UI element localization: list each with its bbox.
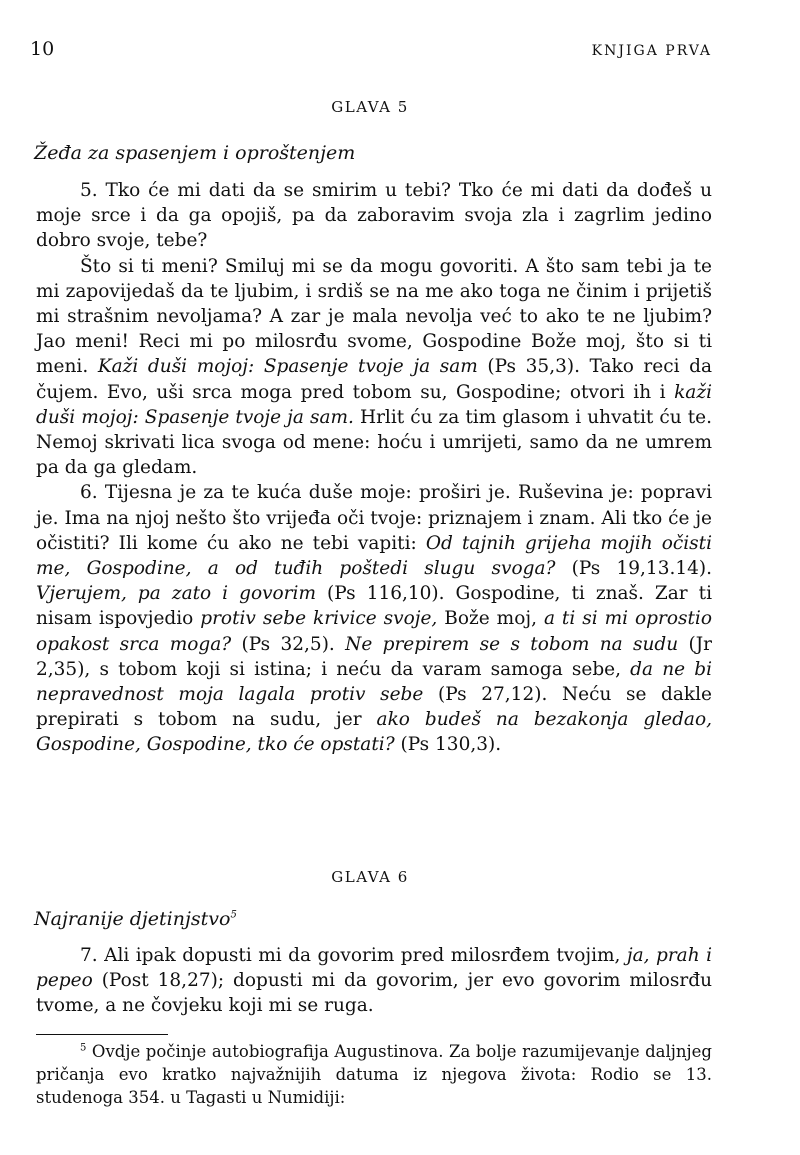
text-run: (Post 18,27); dopusti mi da govorim, jer evo govorim milosrđu tvome, a ne čovjeku koji mi se ruga. [36,970,712,1017]
italic-quote: a ti si mi oprostio opakost srca moga? [36,608,712,655]
text-run: (Ps 130,3). [394,734,502,756]
italic-quote: kaži duši mojoj: Spasenje tvoje ja sam. [36,381,712,428]
paragraph [36,943,712,1019]
text-run: Bože moj, [437,608,544,630]
book-title: KNJIGA PRVA [591,43,712,59]
chapter-6-subtitle-text: Najranije djetinjstvo [34,908,231,930]
chapter-6-text [36,943,712,1019]
footnote [36,1040,712,1109]
text-run: (Jr 2,35), s tobom koji si istina; i neću da varam samoga sebe, [36,633,713,680]
chapter-6-subtitle [34,908,237,930]
running-head [30,38,712,60]
chapter-5-subtitle: Žeđa za spasenjem i oproštenjem [34,142,356,164]
paragraph [36,178,712,254]
text-run: 7. Ali ipak dopusti mi da govorim pred milosrđem tvojim, [80,945,627,966]
paragraph [36,254,712,481]
text-run: (Ps 32,5). [231,633,346,655]
italic-quote: Od tajnih grijeha mojih očisti me, Gospodine, a od tuđih poštedi slugu svoga? [36,532,713,580]
text-run: 5. Tko će mi dati da se smirim u tebi? Tko će mi dati da dođeš u moje srce i da ga opojiš, pa da zaboravim svoja zla i zagrlim jedino dobro svoje, tebe? [36,180,712,252]
italic-quote: ako budeš na bezakonja gledao, Gospodine, Gospodine, tko će opstati? [36,709,712,756]
footnote-reference: 5 [230,909,237,921]
italic-quote: Ne prepirem se s tobom na sudu [345,633,679,655]
text-run: (Ps 19,13.14). [555,558,712,580]
paragraph [36,480,712,757]
text-run: Hrlit ću za tim glasom i uhvatit ću te. Nemoj skrivati lica svoga od mene: hoću i umrijeti, samo da ne umrem pa da ga gledam. [36,406,712,479]
text-run: (Ps 35,3). Tako reci da čujem. Evo, uši srca moga pred tobom su, Gospodine; otvori ih i [36,356,712,403]
text-run: (Ps 116,10). Gospodine, ti znaš. Zar ti nisam ispovjedio [36,583,712,630]
italic-quote: Kaži duši mojoj: Spasenje tvoje ja sam [97,356,478,378]
italic-quote: Vjerujem, pa zato i govorim [36,583,316,605]
italic-quote: da ne bi nepravednost moja lagala protiv sebe [36,658,712,706]
text-run: (Ps 27,12). Neću se dakle prepirati s tobom na sudu, jer [36,684,712,731]
footnote-divider [36,1034,168,1035]
footnote-text: Ovdje počinje autobiografija Augustinova. Za bolje razumijevanje daljnjeg pričanja evo kratko najvažnijih datuma iz njegova života: Rodio se 13. studenoga 354. u Tagasti u Numidiji: [36,1042,712,1107]
page-number: 10 [30,38,55,60]
footnote-marker: 5 [80,1042,87,1054]
italic-quote: ja, prah i pepeo [36,945,712,992]
italic-quote: protiv sebe krivice svoje, [200,608,438,630]
chapter-6-heading: GLAVA 6 [331,868,409,886]
chapter-5-text [36,178,712,758]
text-run: 6. Tijesna je za te kuća duše moje: proširi je. Ruševina je: popravi je. Ima na njoj nešto što vrijeđa oči tvoje: priznajem i znam. Ali tko će je očistiti? Ili kome ću ako ne tebi vapiti: [36,482,712,554]
chapter-5-heading: GLAVA 5 [331,98,409,116]
text-run: Što si ti meni? Smiluj mi se da mogu govoriti. A što sam tebi ja te mi zapovijedaš da te ljubim, i srdiš se na me ako toga ne činim i prijetiš mi strašnim nevoljama? A zar je mala nevolja već to ako te ne ljubim? Jao meni! Reci mi po milosrđu svome, Gospodine Bože moj, što si ti meni. [36,255,712,378]
